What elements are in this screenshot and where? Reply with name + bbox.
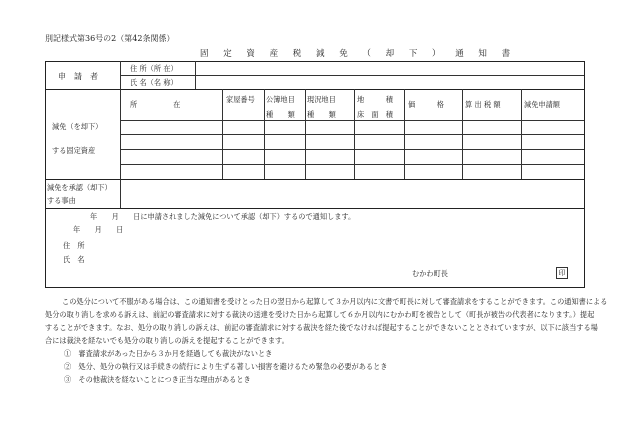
col-registered-land: 公簿地目 — [266, 95, 295, 104]
col-calculated-tax: 算 出 税 額 — [465, 100, 501, 109]
col-registered-type: 種 類 — [266, 110, 295, 119]
col-house-number: 家屋番号 — [226, 95, 255, 104]
applicant-name-label: 氏 名（名 称） — [130, 78, 178, 87]
seal-mark: 印 — [556, 267, 568, 279]
col-exemption-amount: 減免申請額 — [524, 100, 560, 109]
col-actual-type: 種 類 — [307, 110, 336, 119]
form-id: 別記様式第36号の2（第42条関係） — [45, 34, 175, 43]
notice-name-label: 氏 名 — [63, 255, 85, 264]
col-floor-area: 床 面 積 — [357, 110, 393, 119]
footer-item-3: ③ その他裁決を経ないことにつき正当な理由があるとき — [64, 375, 251, 384]
col-land-area: 地 積 — [357, 95, 393, 104]
footer-line-2: 処分の取り消しを求める訴えは、前記の審査請求に対する裁決の送達を受けた日から起算して６か月以内にむかわ町を被告として（町長が被告の代表者になります。）提起 — [45, 310, 595, 319]
applicant-address-label: 住 所（所 在） — [130, 64, 178, 73]
reason-label-line1: 減免を承認（却下） — [47, 183, 112, 192]
reason-field[interactable] — [122, 181, 582, 206]
footer-item-1: ① 審査請求があった日から３か月を経過しても裁決がないとき — [64, 349, 273, 358]
notice-sentence: 年 月 日に申請されました減免について承認（却下）するので通知します。 — [90, 212, 356, 221]
applicant-name-field[interactable] — [197, 76, 583, 88]
footer-item-2: ② 処分、処分の執行又は手続きの続行により生ずる著しい損害を避けるため緊急の必要があるとき — [64, 362, 388, 371]
notice-date: 年 月 日 — [73, 225, 124, 234]
footer-line-1: この処分について不服がある場合は、この通知書を受けとった日の翌日から起算して３か月以内に文書で町長に対して審査請求をすることができます。この通知書による — [62, 297, 608, 306]
reason-label-line2: する事由 — [47, 196, 76, 205]
mayor-name: むかわ町長 — [412, 269, 448, 278]
col-price: 価 格 — [408, 100, 444, 109]
applicant-address-field[interactable] — [197, 62, 583, 74]
footer-line-4: 合には裁決を経ないでも処分の取り消しの訴えを提起することができます。 — [45, 336, 289, 345]
notice-address-label: 住 所 — [63, 241, 85, 250]
applicant-label: 申 請 者 — [58, 72, 98, 81]
property-label-line1: 減免（を却下） — [52, 122, 103, 131]
col-actual-land: 現況地目 — [307, 95, 336, 104]
page-title: 固 定 資 産 税 減 免 （ 却 下 ） 通 知 書 — [200, 49, 517, 59]
footer-line-3: することができます。なお、処分の取り消しの訴えは、前記の審査請求に対する裁決を経た後でなければ提起することができないこととされていますが、以下に該当する場 — [45, 323, 598, 332]
col-location: 所 在 — [130, 100, 181, 109]
property-label-line2: する固定資産 — [52, 146, 96, 155]
